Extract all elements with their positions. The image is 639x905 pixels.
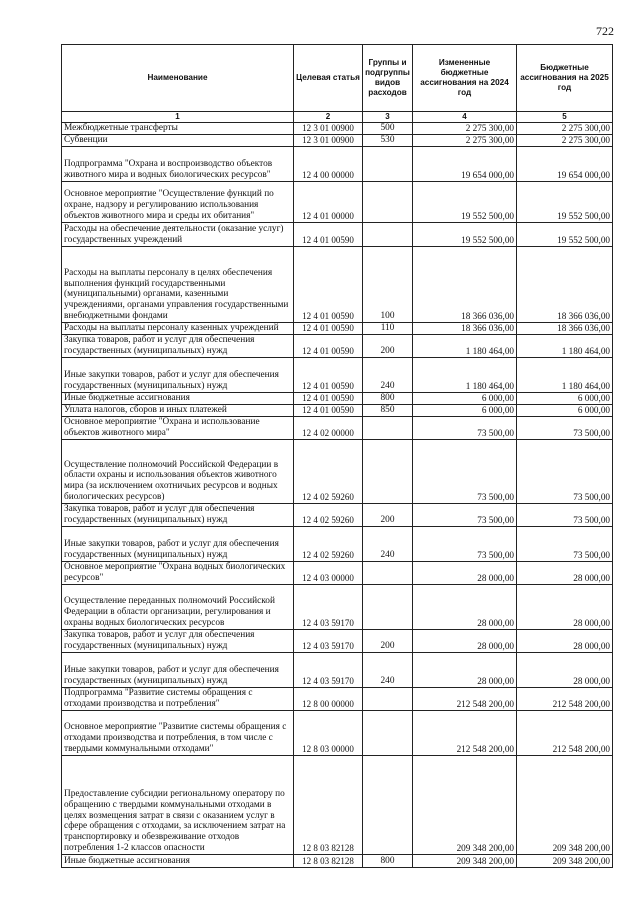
table-row: [62, 182, 613, 223]
cell-amount-2025: 28 000,00: [517, 653, 613, 688]
cell-name: Межбюджетные трансферты: [62, 123, 294, 135]
cell-amount-2025: 28 000,00: [517, 630, 613, 653]
cell-group: 530: [363, 135, 413, 147]
cell-amount-2024: 212 548 200,00: [413, 688, 517, 711]
table-row: [62, 405, 613, 417]
table-row: [62, 247, 613, 323]
cell-group: [363, 688, 413, 711]
cell-amount-2025: 18 366 036,00: [517, 247, 613, 323]
column-number: 1: [62, 112, 294, 123]
cell-amount-2024: 28 000,00: [413, 630, 517, 653]
cell-name: Иные бюджетные ассигнования: [62, 855, 294, 868]
cell-name: Основное мероприятие "Охрана водных биологических ресурсов": [62, 562, 294, 585]
cell-group: [363, 223, 413, 247]
cell-amount-2025: 212 548 200,00: [517, 711, 613, 756]
table-row: [62, 417, 613, 440]
cell-name: Расходы на обеспечение деятельности (оказание услуг) государственных учреждений: [62, 223, 294, 247]
cell-group: 200: [363, 630, 413, 653]
cell-target-code: 12 8 03 00000: [294, 711, 363, 756]
cell-group: 850: [363, 405, 413, 417]
cell-amount-2024: 6 000,00: [413, 405, 517, 417]
cell-group: [363, 756, 413, 855]
cell-target-code: 12 4 02 59260: [294, 527, 363, 562]
cell-group: [363, 585, 413, 630]
cell-name: Основное мероприятие "Охрана и использование объектов животного мира": [62, 417, 294, 440]
cell-name: Подпрограмма "Развитие системы обращения с отходами производства и потребления": [62, 688, 294, 711]
table-row: [62, 440, 613, 504]
cell-target-code: 12 4 00 00000: [294, 147, 363, 182]
cell-amount-2025: 73 500,00: [517, 527, 613, 562]
cell-name: Закупка товаров, работ и услуг для обеспечения государственных (муниципальных) нужд: [62, 630, 294, 653]
table-row: [62, 630, 613, 653]
cell-amount-2025: 73 500,00: [517, 417, 613, 440]
cell-amount-2024: 73 500,00: [413, 440, 517, 504]
cell-target-code: 12 4 03 00000: [294, 562, 363, 585]
cell-name: Закупка товаров, работ и услуг для обеспечения государственных (муниципальных) нужд: [62, 504, 294, 527]
cell-amount-2025: 209 348 200,00: [517, 756, 613, 855]
cell-target-code: 12 4 01 00590: [294, 323, 363, 335]
cell-name: Осуществление переданных полномочий Российской Федерации в области организации, регулирования и охраны водных биологических ресурсов: [62, 585, 294, 630]
header-2024: Измененные бюджетные ассигнования на 2024 год: [413, 45, 517, 112]
cell-amount-2024: 1 180 464,00: [413, 335, 517, 358]
cell-group: 800: [363, 855, 413, 868]
cell-amount-2024: 28 000,00: [413, 653, 517, 688]
cell-target-code: 12 4 02 59260: [294, 504, 363, 527]
cell-amount-2025: 73 500,00: [517, 440, 613, 504]
cell-group: 100: [363, 247, 413, 323]
cell-target-code: 12 8 03 82128: [294, 855, 363, 868]
header-target: Целевая статья: [294, 45, 363, 112]
cell-amount-2024: 19 552 500,00: [413, 182, 517, 223]
table-row: [62, 562, 613, 585]
cell-target-code: 12 4 01 00590: [294, 358, 363, 393]
header-2025: Бюджетные ассигнования на 2025 год: [517, 45, 613, 112]
cell-amount-2025: 212 548 200,00: [517, 688, 613, 711]
table-row: [62, 393, 613, 405]
table-row: [62, 147, 613, 182]
cell-group: 110: [363, 323, 413, 335]
cell-target-code: 12 4 02 59260: [294, 440, 363, 504]
cell-name: Расходы на выплаты персоналу в целях обеспечения выполнения функций государственными (муниципальными) органами, казенными учреждениями, органами управления государственными внебюджетными фондами: [62, 247, 294, 323]
cell-amount-2024: 209 348 200,00: [413, 855, 517, 868]
cell-target-code: 12 8 03 82128: [294, 756, 363, 855]
cell-amount-2025: 28 000,00: [517, 585, 613, 630]
cell-amount-2025: 19 552 500,00: [517, 223, 613, 247]
cell-name: Подпрограмма "Охрана и воспроизводство объектов животного мира и водных биологических ресурсов": [62, 147, 294, 182]
cell-amount-2025: 209 348 200,00: [517, 855, 613, 868]
cell-name: Иные закупки товаров, работ и услуг для обеспечения государственных (муниципальных) нужд: [62, 653, 294, 688]
cell-amount-2025: 6 000,00: [517, 405, 613, 417]
cell-group: 500: [363, 123, 413, 135]
cell-target-code: 12 4 01 00590: [294, 405, 363, 417]
cell-name: Субвенции: [62, 135, 294, 147]
cell-name: Иные закупки товаров, работ и услуг для обеспечения государственных (муниципальных) нужд: [62, 527, 294, 562]
cell-group: 200: [363, 504, 413, 527]
cell-group: 200: [363, 335, 413, 358]
table-row: [62, 756, 613, 855]
header-name: Наименование: [62, 45, 294, 112]
cell-name: Иные закупки товаров, работ и услуг для обеспечения государственных (муниципальных) нужд: [62, 358, 294, 393]
cell-amount-2024: 28 000,00: [413, 585, 517, 630]
cell-target-code: 12 4 01 00590: [294, 335, 363, 358]
cell-group: [363, 147, 413, 182]
cell-amount-2024: 2 275 300,00: [413, 135, 517, 147]
cell-amount-2024: 73 500,00: [413, 527, 517, 562]
table-row: [62, 223, 613, 247]
table-row: [62, 335, 613, 358]
cell-group: 240: [363, 653, 413, 688]
cell-amount-2025: 73 500,00: [517, 504, 613, 527]
cell-amount-2025: 28 000,00: [517, 562, 613, 585]
cell-target-code: 12 4 01 00590: [294, 223, 363, 247]
column-number: 5: [517, 112, 613, 123]
page-number: 722: [596, 24, 614, 38]
table-row: [62, 123, 613, 135]
table-row: [62, 504, 613, 527]
table-row: [62, 323, 613, 335]
cell-name: Расходы на выплаты персоналу казенных учреждений: [62, 323, 294, 335]
column-numbers-row: [62, 112, 613, 123]
cell-amount-2025: 6 000,00: [517, 393, 613, 405]
column-number: 2: [294, 112, 363, 123]
cell-group: [363, 182, 413, 223]
table-row: [62, 527, 613, 562]
cell-amount-2024: 73 500,00: [413, 504, 517, 527]
cell-amount-2024: 19 654 000,00: [413, 147, 517, 182]
cell-amount-2024: 28 000,00: [413, 562, 517, 585]
cell-amount-2025: 1 180 464,00: [517, 358, 613, 393]
cell-group: [363, 417, 413, 440]
cell-target-code: 12 4 02 00000: [294, 417, 363, 440]
cell-group: [363, 562, 413, 585]
cell-target-code: 12 4 03 59170: [294, 630, 363, 653]
cell-name: Уплата налогов, сборов и иных платежей: [62, 405, 294, 417]
cell-amount-2024: 19 552 500,00: [413, 223, 517, 247]
cell-amount-2024: 18 366 036,00: [413, 323, 517, 335]
cell-name: Основное мероприятие "Осуществление функций по охране, надзору и регулированию использования объектов животного мира и среды их обитания": [62, 182, 294, 223]
table-row: [62, 653, 613, 688]
cell-name: Закупка товаров, работ и услуг для обеспечения государственных (муниципальных) нужд: [62, 335, 294, 358]
cell-target-code: 12 3 01 00900: [294, 135, 363, 147]
cell-amount-2024: 2 275 300,00: [413, 123, 517, 135]
cell-amount-2025: 2 275 300,00: [517, 123, 613, 135]
cell-target-code: 12 4 03 59170: [294, 653, 363, 688]
cell-amount-2025: 19 654 000,00: [517, 147, 613, 182]
cell-group: 240: [363, 358, 413, 393]
table-row: [62, 135, 613, 147]
column-number: 4: [413, 112, 517, 123]
cell-name: Осуществление полномочий Российской Федерации в области охраны и использования объектов животного мира (за исключением охотничьих ресурсов и водных биологических ресурсов): [62, 440, 294, 504]
budget-table: [61, 44, 613, 868]
header-row: [62, 45, 613, 112]
cell-name: Иные бюджетные ассигнования: [62, 393, 294, 405]
cell-amount-2024: 212 548 200,00: [413, 711, 517, 756]
cell-target-code: 12 4 01 00000: [294, 182, 363, 223]
cell-amount-2025: 18 366 036,00: [517, 323, 613, 335]
cell-amount-2024: 209 348 200,00: [413, 756, 517, 855]
header-groups: Группы и подгруппы видов расходов: [363, 45, 413, 112]
cell-amount-2024: 1 180 464,00: [413, 358, 517, 393]
cell-name: Основное мероприятие "Развитие системы обращения с отходами производства и потребления, в том числе с твердыми коммунальными отходами": [62, 711, 294, 756]
table-row: [62, 688, 613, 711]
table-row: [62, 358, 613, 393]
cell-target-code: 12 4 01 00590: [294, 393, 363, 405]
cell-amount-2025: 2 275 300,00: [517, 135, 613, 147]
table-row: [62, 585, 613, 630]
cell-group: [363, 440, 413, 504]
table-row: [62, 855, 613, 868]
cell-amount-2024: 73 500,00: [413, 417, 517, 440]
cell-group: 800: [363, 393, 413, 405]
cell-target-code: 12 4 01 00590: [294, 247, 363, 323]
cell-target-code: 12 8 00 00000: [294, 688, 363, 711]
cell-group: 240: [363, 527, 413, 562]
column-number: 3: [363, 112, 413, 123]
cell-amount-2024: 18 366 036,00: [413, 247, 517, 323]
cell-name: Предоставление субсидии региональному оператору по обращению с твердыми коммунальными отходами в целях возмещения затрат в связи с оказанием услуг в сфере обращения с отходами, за исключением затрат на транспортировку и обезвреживание отходов потребления 1-2 классов опасности: [62, 756, 294, 855]
cell-target-code: 12 4 03 59170: [294, 585, 363, 630]
cell-amount-2025: 19 552 500,00: [517, 182, 613, 223]
cell-amount-2024: 6 000,00: [413, 393, 517, 405]
cell-target-code: 12 3 01 00900: [294, 123, 363, 135]
cell-group: [363, 711, 413, 756]
cell-amount-2025: 1 180 464,00: [517, 335, 613, 358]
table-row: [62, 711, 613, 756]
